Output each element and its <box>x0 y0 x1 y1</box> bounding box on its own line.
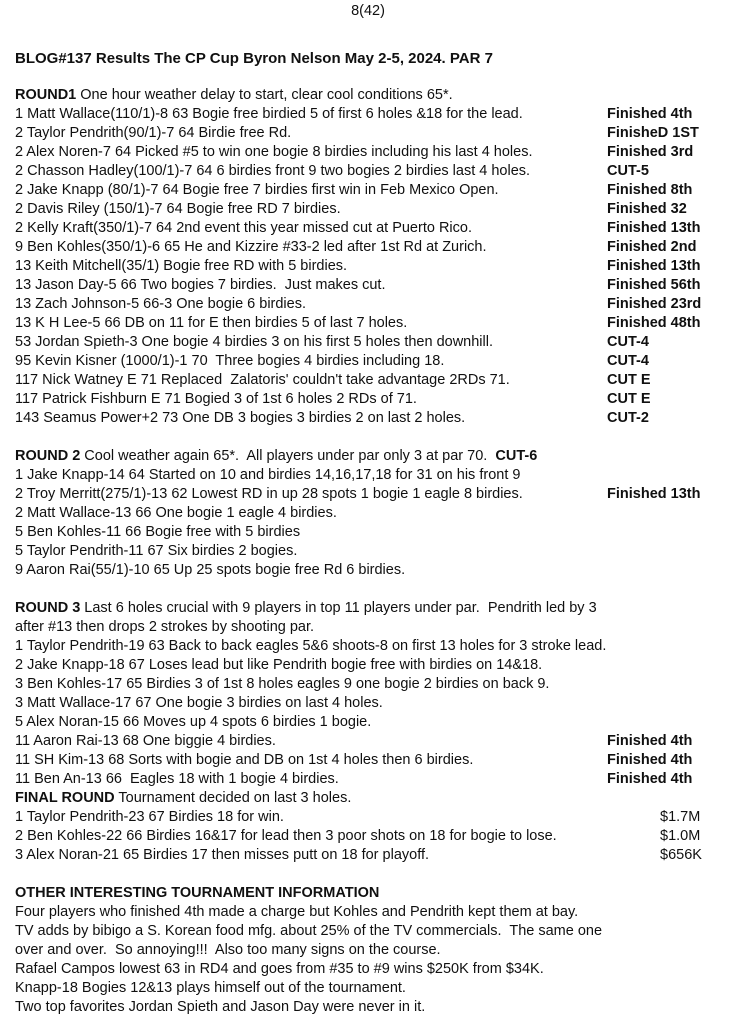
row-status: Finished 3rd <box>607 144 694 160</box>
info-line-text: Two top favorites Jordan Spieth and Jason Day were never in it. <box>15 999 426 1015</box>
row-status: Finished 4th <box>607 771 693 787</box>
result-row <box>15 713 721 732</box>
prize-amount: $1.0M <box>660 828 701 844</box>
row-text: 2 Chasson Hadley(100/1)-7 64 6 birdies front 9 two bogies 2 birdies last 4 holes. <box>15 163 531 179</box>
final-round-heading-text: Tournament decided on last 3 holes. <box>114 790 352 806</box>
other-info-section <box>15 884 721 1017</box>
row-text: 11 Aaron Rai-13 68 One biggie 4 birdies. <box>15 733 276 749</box>
result-row <box>15 162 721 181</box>
round3-heading-label: ROUND 3 <box>15 600 81 616</box>
row-status: Finished 13th <box>607 220 701 236</box>
row-text: 13 Keith Mitchell(35/1) Bogie free RD with 5 birdies. <box>15 258 348 274</box>
row-text: 2 Matt Wallace-13 66 One bogie 1 eagle 4 birdies. <box>15 505 337 521</box>
row-status: CUT E <box>607 391 651 407</box>
row-status: Finished 32 <box>607 201 687 217</box>
row-text: 2 Troy Merritt(275/1)-13 62 Lowest RD in up 28 spots 1 bogie 1 eagle 8 birdies. <box>15 486 523 502</box>
row-status: Finished 48th <box>607 315 701 331</box>
row-status: CUT-5 <box>607 163 649 179</box>
row-text: 5 Ben Kohles-11 66 Bogie free with 5 birdies <box>15 524 301 540</box>
result-row <box>15 542 721 561</box>
round1-heading-label: ROUND1 <box>15 87 77 103</box>
row-text: 13 Jason Day-5 66 Two bogies 7 birdies. Just makes cut. <box>15 277 386 293</box>
result-row <box>15 124 721 143</box>
row-status: FinisheD 1ST <box>607 125 699 141</box>
info-line-text: TV adds by bibigo a S. Korean food mfg. about 25% of the TV commercials. The same one <box>15 923 603 939</box>
result-row <box>15 295 721 314</box>
row-text: 2 Ben Kohles-22 66 Birdies 16&17 for lead then 3 poor shots on 18 for bogie to lose. <box>15 828 557 844</box>
result-row <box>15 352 721 371</box>
row-text: 53 Jordan Spieth-3 One bogie 4 birdies 3 on his first 5 holes then downhill. <box>15 334 493 350</box>
prize-amount: $656K <box>660 847 702 863</box>
row-text: 143 Seamus Power+2 73 One DB 3 bogies 3 birdies 2 on last 2 holes. <box>15 410 466 426</box>
result-row <box>15 333 721 352</box>
round2-heading-status: CUT-6 <box>495 448 538 464</box>
row-status: CUT-4 <box>607 334 649 350</box>
row-text: 2 Davis Riley (150/1)-7 64 Bogie free RD 7 birdies. <box>15 201 341 217</box>
final-round-heading <box>15 789 721 808</box>
row-text: 13 Zach Johnson-5 66-3 One bogie 6 birdies. <box>15 296 306 312</box>
result-row <box>15 257 721 276</box>
round3-section <box>15 599 721 789</box>
info-line <box>15 941 721 960</box>
row-status: Finished 2nd <box>607 239 697 255</box>
round2-heading-label: ROUND 2 <box>15 448 81 464</box>
row-text: 13 K H Lee-5 66 DB on 11 for E then birdies 5 of last 7 holes. <box>15 315 408 331</box>
result-row <box>15 770 721 789</box>
result-row <box>15 219 721 238</box>
info-line-text: Four players who finished 4th made a charge but Kohles and Pendrith kept them at bay. <box>15 904 579 920</box>
info-line <box>15 998 721 1017</box>
row-text: 2 Jake Knapp (80/1)-7 64 Bogie free 7 birdies first win in Feb Mexico Open. <box>15 182 499 198</box>
final-row <box>15 827 721 846</box>
result-row <box>15 238 721 257</box>
row-text: 3 Matt Wallace-17 67 One bogie 3 birdies on last 4 holes. <box>15 695 383 711</box>
other-info-heading: OTHER INTERESTING TOURNAMENT INFORMATION <box>15 885 380 901</box>
row-text: 5 Taylor Pendrith-11 67 Six birdies 2 bogies. <box>15 543 298 559</box>
result-row <box>15 694 721 713</box>
final-row <box>15 808 721 827</box>
info-line <box>15 960 721 979</box>
round1-section <box>15 86 721 428</box>
result-row <box>15 732 721 751</box>
row-text: 9 Aaron Rai(55/1)-10 65 Up 25 spots bogie free Rd 6 birdies. <box>15 562 406 578</box>
final-round-heading-label: FINAL ROUND <box>15 790 115 806</box>
row-text: 117 Nick Watney E 71 Replaced Zalatoris' couldn't take advantage 2RDs 71. <box>15 372 510 388</box>
result-row <box>15 751 721 770</box>
row-text: 5 Alex Noran-15 66 Moves up 4 spots 6 birdies 1 bogie. <box>15 714 372 730</box>
result-row <box>15 276 721 295</box>
row-status: CUT E <box>607 372 651 388</box>
result-row <box>15 409 721 428</box>
round2-heading-text: Cool weather again 65*. All players under par only 3 at par 70. <box>80 448 496 464</box>
round2-heading <box>15 447 721 466</box>
row-text: 9 Ben Kohles(350/1)-6 65 He and Kizzire #33-2 led after 1st Rd at Zurich. <box>15 239 487 255</box>
result-row <box>15 390 721 409</box>
row-status: Finished 56th <box>607 277 701 293</box>
row-status: Finished 4th <box>607 733 693 749</box>
round1-heading <box>15 86 721 105</box>
round3-heading <box>15 599 721 618</box>
row-status: Finished 4th <box>607 106 693 122</box>
result-row <box>15 143 721 162</box>
result-row <box>15 105 721 124</box>
row-text: 2 Jake Knapp-18 67 Loses lead but like Pendrith bogie free with birdies on 14&18. <box>15 657 543 673</box>
final-row <box>15 846 721 865</box>
info-line-text: Rafael Campos lowest 63 in RD4 and goes from #35 to #9 wins $250K from $34K. <box>15 961 544 977</box>
row-text: 3 Ben Kohles-17 65 Birdies 3 of 1st 8 holes eagles 9 one bogie 2 birdies on back 9. <box>15 676 550 692</box>
result-row <box>15 561 721 580</box>
round3-heading-text2: after #13 then drops 2 strokes by shooting par. <box>15 619 315 635</box>
result-row <box>15 485 721 504</box>
row-text: 1 Jake Knapp-14 64 Started on 10 and birdies 14,16,17,18 for 31 on his front 9 <box>15 467 521 483</box>
result-row <box>15 675 721 694</box>
page-number: 8(42) <box>351 3 385 19</box>
info-line-text: Knapp-18 Bogies 12&13 plays himself out of the tournament. <box>15 980 406 996</box>
row-status: Finished 13th <box>607 258 701 274</box>
row-text: 2 Taylor Pendrith(90/1)-7 64 Birdie free Rd. <box>15 125 292 141</box>
round2-section <box>15 447 721 580</box>
info-line <box>15 922 721 941</box>
result-row <box>15 200 721 219</box>
row-text: 2 Alex Noren-7 64 Picked #5 to win one bogie 8 birdies including his last 4 holes. <box>15 144 533 160</box>
round3-heading-line2 <box>15 618 721 637</box>
result-row <box>15 504 721 523</box>
row-status: Finished 23rd <box>607 296 702 312</box>
prize-amount: $1.7M <box>660 809 701 825</box>
row-text: 1 Taylor Pendrith-19 63 Back to back eagles 5&6 shoots-8 on first 13 holes for 3 stroke lead. <box>15 638 607 654</box>
round1-heading-text: One hour weather delay to start, clear cool conditions 65*. <box>76 87 453 103</box>
doc-title: BLOG#137 Results The CP Cup Byron Nelson May 2-5, 2024. PAR 7 <box>15 50 493 67</box>
row-text: 1 Taylor Pendrith-23 67 Birdies 18 for win. <box>15 809 284 825</box>
row-text: 11 Ben An-13 66 Eagles 18 with 1 bogie 4 birdies. <box>15 771 339 787</box>
info-line-text: over and over. So annoying!!! Also too many signs on the course. <box>15 942 441 958</box>
result-row <box>15 314 721 333</box>
result-row <box>15 637 721 656</box>
row-status: Finished 4th <box>607 752 693 768</box>
row-text: 3 Alex Noran-21 65 Birdies 17 then misses putt on 18 for playoff. <box>15 847 430 863</box>
result-row <box>15 371 721 390</box>
row-text: 117 Patrick Fishburn E 71 Bogied 3 of 1st 6 holes 2 RDs of 71. <box>15 391 417 407</box>
row-text: 2 Kelly Kraft(350/1)-7 64 2nd event this year missed cut at Puerto Rico. <box>15 220 472 236</box>
info-line <box>15 903 721 922</box>
row-text: 11 SH Kim-13 68 Sorts with bogie and DB on 1st 4 holes then 6 birdies. <box>15 752 474 768</box>
result-row <box>15 181 721 200</box>
round3-heading-text: Last 6 holes crucial with 9 players in top 11 players under par. Pendrith led by 3 <box>80 600 597 616</box>
info-line <box>15 979 721 998</box>
result-row <box>15 656 721 675</box>
row-status: Finished 13th <box>607 486 701 502</box>
row-text: 1 Matt Wallace(110/1)-8 63 Bogie free birdied 5 of first 6 holes &18 for the lead. <box>15 106 523 122</box>
row-text: 95 Kevin Kisner (1000/1)-1 70 Three bogies 4 birdies including 18. <box>15 353 445 369</box>
final-round-section <box>15 789 721 865</box>
row-status: CUT-4 <box>607 353 649 369</box>
result-row <box>15 523 721 542</box>
result-row <box>15 466 721 485</box>
row-status: CUT-2 <box>607 410 649 426</box>
row-status: Finished 8th <box>607 182 693 198</box>
